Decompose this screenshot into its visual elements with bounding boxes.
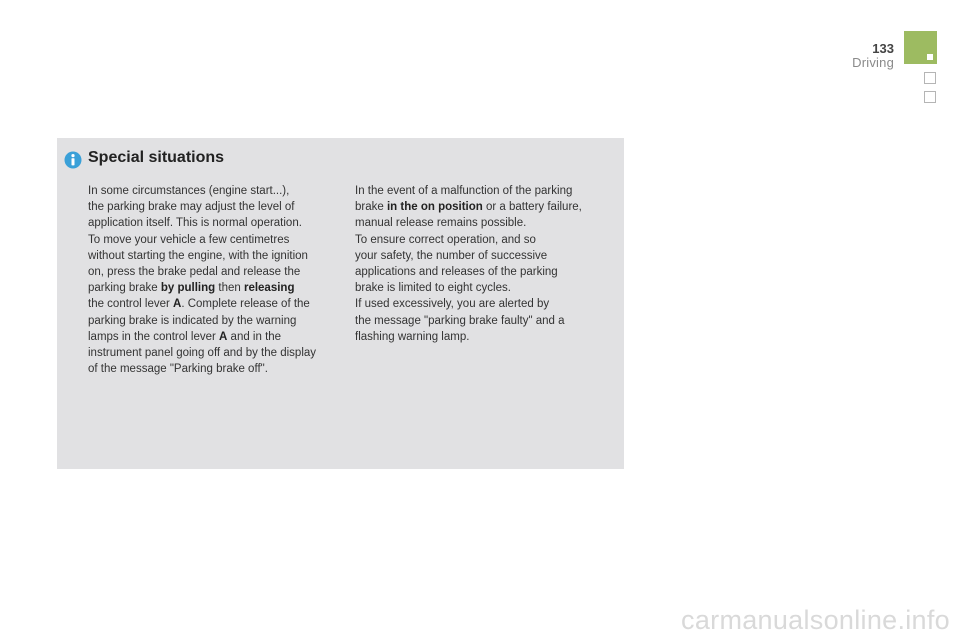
text-line: the parking brake may adjust the level of xyxy=(88,201,295,214)
chapter-tab-dot xyxy=(927,54,933,60)
emphasis-text: in the on position xyxy=(386,201,483,214)
text-line: flashing warning lamp. xyxy=(355,330,470,343)
text-run: the control lever xyxy=(88,298,174,311)
chapter-tab-active xyxy=(904,31,937,64)
right-column-text xyxy=(355,183,617,345)
panel-title: Special situations xyxy=(88,149,225,166)
text-line: your safety, the number of successive xyxy=(355,249,548,262)
text-run: . Complete release of the xyxy=(181,298,310,311)
text-line: If used excessively, you are alerted by xyxy=(355,298,550,311)
text-line: parking brake is indicated by the warning xyxy=(88,314,297,327)
text-line: the message "parking brake faulty" and a xyxy=(355,314,565,327)
text-run: parking brake xyxy=(88,282,161,295)
text-line xyxy=(88,329,350,345)
text-run: lamps in the control lever xyxy=(88,330,220,343)
text-line: In the event of a malfunction of the parking xyxy=(355,185,573,197)
text-line: In some circumstances (engine start...), xyxy=(88,185,290,197)
text-line xyxy=(88,296,350,312)
text-line: application itself. This is normal operation. xyxy=(88,217,302,230)
text-line: instrument panel going off and by the display xyxy=(88,347,317,360)
text-line: brake is limited to eight cycles. xyxy=(355,282,511,295)
chapter-tab-box-1 xyxy=(924,72,936,84)
page-number: 133 xyxy=(872,41,894,56)
text-line: To move your vehicle a few centimetres xyxy=(88,233,290,246)
text-run: or a battery failure, xyxy=(482,201,582,214)
text-line xyxy=(88,280,350,296)
info-icon xyxy=(64,151,82,169)
emphasis-text: by pulling xyxy=(160,282,216,295)
text-line: on, press the brake pedal and release the xyxy=(88,266,301,279)
text-line: manual release remains possible. xyxy=(355,217,527,230)
watermark: carmanualsonline.info xyxy=(681,605,950,635)
emphasis-text: A xyxy=(219,330,228,343)
text-line: applications and releases of the parking xyxy=(355,266,558,279)
text-line xyxy=(355,199,617,215)
emphasis-text: A xyxy=(173,298,182,311)
left-column-text xyxy=(88,183,350,377)
chapter-tab-box-2 xyxy=(924,91,936,103)
emphasis-text: releasing xyxy=(243,282,295,295)
text-line: of the message "Parking brake off". xyxy=(88,363,268,376)
section-name: Driving xyxy=(852,55,894,70)
text-line: To ensure correct operation, and so xyxy=(355,233,536,246)
text-run: then xyxy=(215,282,244,295)
text-run: brake xyxy=(355,201,387,214)
text-run: and in the xyxy=(227,330,282,343)
text-line: without starting the engine, with the ignition xyxy=(88,249,308,262)
